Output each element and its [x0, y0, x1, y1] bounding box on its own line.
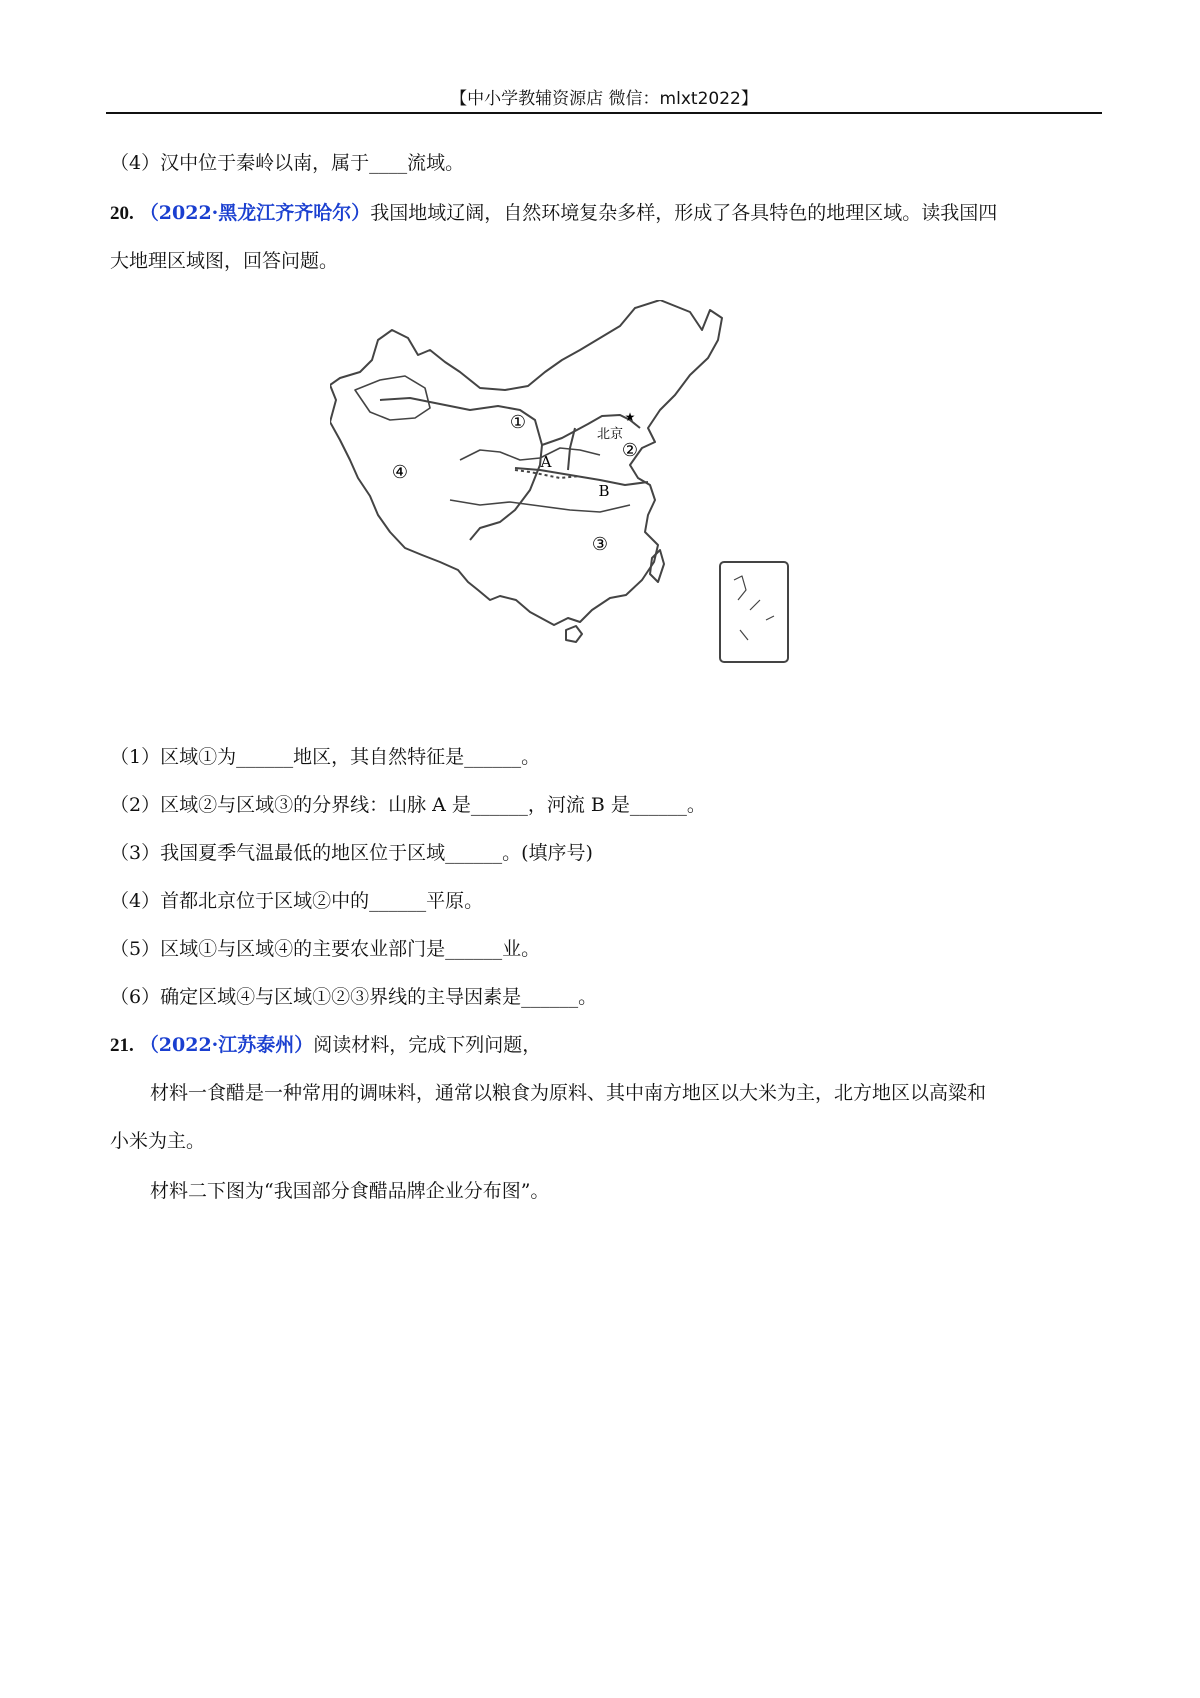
q20-sub-5: （5）区域①与区域④的主要农业部门是______业。 — [110, 938, 541, 960]
q21-number: 21. — [110, 1035, 134, 1056]
beijing-star-icon: ★ — [624, 410, 636, 424]
region-4-label: ④ — [391, 462, 409, 483]
yangtze-river — [450, 500, 630, 512]
region-3-label: ③ — [591, 534, 609, 555]
q20-sub-1: （1）区域①为______地区，其自然特征是______。 — [110, 746, 541, 768]
q21-material1-line2: 小米为主。 — [110, 1130, 206, 1152]
china-outline — [330, 300, 722, 625]
q21-material1-line1: 材料一食醋是一种常用的调味料，通常以粮食为原料、其中南方地区以大米为主，北方地区以高粱和 — [150, 1082, 987, 1104]
region-1-label: ① — [509, 412, 527, 433]
q21-material2: 材料二下图为“我国部分食醋品牌企业分布图”。 — [150, 1180, 550, 1202]
q21-stem — [110, 1030, 541, 1057]
mountain-a-label: A — [540, 453, 552, 471]
region-2-label: ② — [621, 440, 639, 461]
q21-stem-text: 阅读材料，完成下列问题， — [313, 1034, 542, 1056]
q20-stem-line1 — [110, 198, 997, 225]
q20-sub-2: （2）区域②与区域③的分界线：山脉 A 是______，河流 B 是______。 — [110, 794, 706, 816]
header-rule — [106, 112, 1102, 114]
south-sea-inset — [720, 562, 788, 662]
q20-source: （2022·黑龙江齐齐哈尔） — [139, 202, 371, 224]
river-b-label: B — [598, 482, 610, 500]
hainan-island — [566, 626, 582, 642]
q20-stem-line2: 大地理区域图，回答问题。 — [110, 250, 339, 272]
china-regions-map — [330, 300, 830, 725]
inset-islands — [734, 576, 774, 640]
q20-stem-text: 我国地域辽阔，自然环境复杂多样，形成了各具特色的地理区域。读我国四 — [370, 202, 998, 224]
tarim-contour — [355, 376, 430, 420]
q21-source: （2022·江苏泰州） — [139, 1034, 314, 1056]
q20-number: 20. — [110, 203, 134, 224]
beijing-label: 北京 — [596, 427, 624, 442]
page-header: 【中小学教辅资源店 微信：mlxt2022】 — [450, 89, 758, 109]
q20-sub-6: （6）确定区域④与区域①②③界线的主导因素是______。 — [110, 986, 598, 1008]
yellow-river — [460, 448, 600, 460]
prev-question-4: （4）汉中位于秦岭以南，属于____流域。 — [110, 152, 465, 174]
q20-sub-3: （3）我国夏季气温最低的地区位于区域______。(填序号) — [110, 842, 593, 864]
q20-sub-4: （4）首都北京位于区域②中的______平原。 — [110, 890, 484, 912]
